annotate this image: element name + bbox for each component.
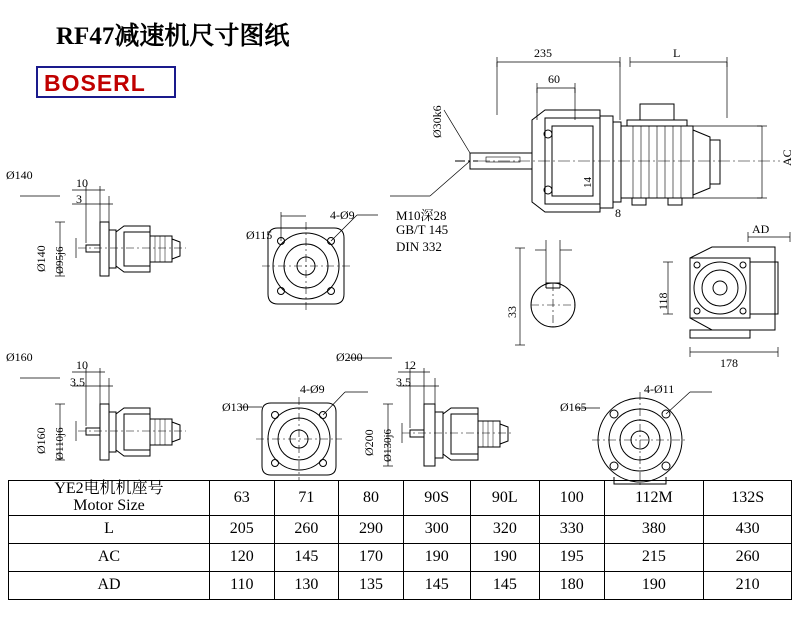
row2-d110-label: Ø110j6	[54, 427, 66, 460]
table-cell: 190	[403, 543, 470, 571]
table-cell: 330	[539, 515, 604, 543]
table-column-header: 63	[210, 481, 275, 516]
table-cell: 320	[470, 515, 539, 543]
table-header-label-en: Motor Size	[73, 496, 145, 514]
table-cell: 205	[210, 515, 275, 543]
row2-v3-od-label: Ø200	[336, 350, 363, 364]
table-column-header: 132S	[704, 481, 792, 516]
table-cell: 195	[539, 543, 604, 571]
table-column-header: 71	[274, 481, 339, 516]
row2-d160-label: Ø160	[34, 427, 48, 454]
table-cell: 260	[274, 515, 339, 543]
table-cell: 145	[274, 543, 339, 571]
row2-dim-10-label: 10	[76, 358, 88, 372]
table-column-header: 112M	[604, 481, 704, 516]
thread-callout-line2: GB/T 145	[396, 222, 449, 237]
table-row-label: AC	[9, 543, 210, 571]
table-row	[9, 543, 792, 571]
motor-size-table	[8, 480, 792, 600]
table-cell: 170	[339, 543, 404, 571]
table-cell: 145	[470, 571, 539, 599]
table-row-label: L	[9, 515, 210, 543]
table-cell: 380	[604, 515, 704, 543]
table-cell: 210	[704, 571, 792, 599]
row2-d130j6-label: Ø130j6	[382, 429, 394, 462]
table-column-header: 90S	[403, 481, 470, 516]
page-title: RF47减速机尺寸图纸	[56, 23, 290, 50]
row2-d200-label: Ø200	[362, 429, 376, 456]
dim-AD-label: AD	[752, 222, 770, 236]
dim-60-label: 60	[548, 72, 560, 86]
table-row	[9, 515, 792, 543]
table-cell: 145	[403, 571, 470, 599]
table-row-label: AD	[9, 571, 210, 599]
table-cell: 120	[210, 543, 275, 571]
key-14-label: 14	[582, 177, 594, 188]
dim-L-label: L	[673, 46, 681, 60]
row2-d130-label: Ø130	[222, 400, 249, 414]
table-column-header: 80	[339, 481, 404, 516]
table-cell: 190	[470, 543, 539, 571]
thread-callout-line3: DIN 332	[396, 239, 442, 254]
table-cell: 300	[403, 515, 470, 543]
row1-holes-label: 4-Ø9	[330, 208, 355, 222]
table-cell: 260	[704, 543, 792, 571]
dim-AC-label: AC	[780, 149, 794, 166]
row1-dim-10-label: 10	[76, 176, 88, 190]
row1-dim-3-label: 3	[76, 192, 82, 206]
row2-holes-9-label: 4-Ø9	[300, 382, 325, 396]
brand-logo-text: BOSERL	[44, 70, 146, 96]
table-row	[9, 571, 792, 599]
row2-dim-35b-label: 3.5	[396, 375, 411, 389]
table-cell: 135	[339, 571, 404, 599]
table-cell: 180	[539, 571, 604, 599]
thread-callout-line1: M10深28	[396, 208, 447, 223]
table-header-label	[9, 481, 210, 516]
table-header-row	[9, 481, 792, 516]
dim-178-label: 178	[720, 356, 738, 370]
table-cell: 430	[704, 515, 792, 543]
dim-8-label: 8	[615, 206, 621, 220]
row2-holes-11-label: 4-Ø11	[644, 382, 675, 396]
table-cell: 190	[604, 571, 704, 599]
row2-dim-12-label: 12	[404, 358, 416, 372]
table-cell: 215	[604, 543, 704, 571]
table-cell: 110	[210, 571, 275, 599]
table-cell: 290	[339, 515, 404, 543]
row1-d140-label: Ø140	[34, 245, 48, 272]
dim-118-label: 118	[656, 292, 670, 310]
shaft-diameter-label: Ø30k6	[430, 105, 444, 138]
dim-235-label: 235	[534, 46, 552, 60]
row1-d115-label: Ø115	[246, 228, 273, 242]
table-column-header: 100	[539, 481, 604, 516]
row2-dim-35-label: 3.5	[70, 375, 85, 389]
table-header-label-cn: YE2电机机座号	[54, 480, 164, 497]
dim-33-label: 33	[505, 306, 519, 318]
row1-d95-label: Ø95j6	[54, 246, 66, 274]
row1-outer-diameter-label: Ø140	[6, 168, 33, 182]
table-column-header: 90L	[470, 481, 539, 516]
row2-d165-label: Ø165	[560, 400, 587, 414]
table-cell: 130	[274, 571, 339, 599]
row2-outer-diameter-label: Ø160	[6, 350, 33, 364]
